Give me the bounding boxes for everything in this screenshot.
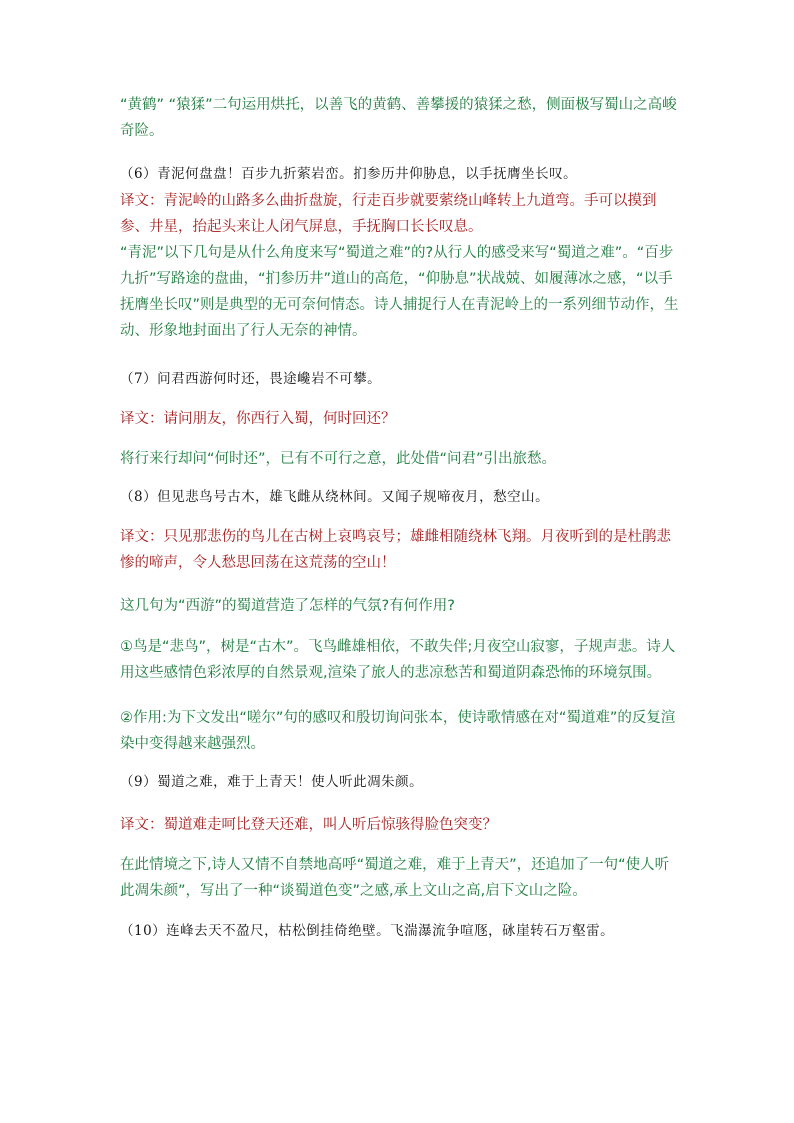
poem-line: （6）青泥何盘盘！百步九折萦岩峦。扪参历井仰胁息，以手抚膺坐长叹。 (120, 166, 578, 182)
analysis-paragraph: ②作用:为下文发出“嗟尔”句的感叹和殷切询问张本，使诗歌情感在对“蜀道难”的反复渲染中变得越来越强烈。 (120, 710, 676, 752)
poem-line: （7）问君西游何时还，畏途巉岩不可攀。 (120, 371, 382, 387)
poem-line: （10）连峰去天不盈尺，枯松倒挂倚绝壁。飞湍瀑流争喧豗，砯崖转石万壑雷。 (120, 923, 615, 939)
analysis-paragraph: “黄鹤” “猿猱”二句运用烘托，以善飞的黄鹤、善攀援的猿猱之愁，侧面极写蜀山之高峻奇险。 (120, 97, 677, 139)
translation-paragraph: 译文：只见那悲伤的鸟儿在古树上哀鸣哀号；雄雌相随绕林飞翔。月夜听到的是杜鹃悲惨的啼声，令人愁思回荡在这荒荡的空山！ (120, 529, 671, 571)
translation-paragraph: 译文：请问朋友，你西行入蜀，何时回还？ (120, 411, 396, 427)
analysis-paragraph: 将行来行却问“何时还”，已有不可行之意，此处借“问君”引出旅愁。 (120, 451, 557, 467)
poem-line: （8）但见悲鸟号古木，雄飞雌从绕林间。又闻子规啼夜月，愁空山。 (120, 489, 550, 505)
analysis-paragraph: “青泥”以下几句是从什么角度来写“蜀道之难”的?从行人的感受来写“蜀道之难”。“百步九折”写路途的盘曲，“扪参历井”道山的高危，“仰胁息”状战兢、如履薄冰之感，“以手抚膺坐长叹”则是典型的无可奈何情态。诗人捕捉行人在青泥岭上的一系列细节动作，生动、形象地封面出了行人无奈的神情。 (120, 245, 679, 339)
analysis-paragraph: ①鸟是“悲鸟”，树是“古木”。飞鸟雌雄相依，不敢失伴;月夜空山寂寥，子规声悲。诗人用这些感情色彩浓厚的自然景观,渲染了旅人的悲凉愁苦和蜀道阴森恐怖的环境氛围。 (120, 639, 676, 681)
translation-paragraph: 译文：青泥岭的山路多么曲折盘旋，行走百步就要萦绕山峰转上九道弯。手可以摸到参、井星，抬起头来让人闭气屏息，手抚胸口长长叹息。 (120, 193, 657, 235)
poem-line: （9）蜀道之难，难于上青天！使人听此凋朱颜。 (120, 774, 424, 790)
analysis-paragraph: 在此情境之下,诗人又情不自禁地高呼“蜀道之难，难于上青天”，还追加了一句“使人听此凋朱颜”，写出了一种“谈蜀道色变”之感,承上文山之高,启下文山之险。 (120, 857, 670, 899)
analysis-paragraph: 这几句为“西游”的蜀道营造了怎样的气氛?有何作用? (120, 598, 455, 614)
translation-paragraph: 译文：蜀道难走呵比登天还难，叫人听后惊骇得脸色突变？ (120, 817, 497, 833)
